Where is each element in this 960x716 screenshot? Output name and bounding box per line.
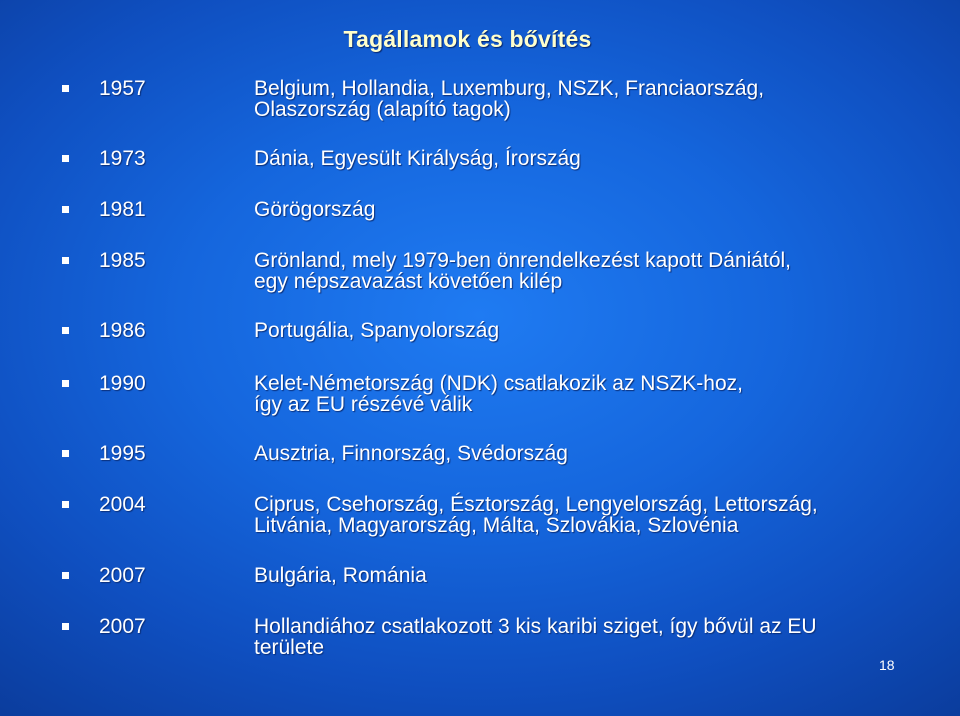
- list-item-text: Ausztria, Finnország, Svédország: [254, 442, 568, 465]
- list-item-text: Dánia, Egyesült Királyság, Írország: [254, 147, 581, 170]
- list-item-year: 2007: [99, 615, 146, 638]
- list-item-text: Hollandiához csatlakozott 3 kis karibi sziget, így bővül az EU területe: [254, 615, 817, 659]
- list-item-year: 2007: [99, 564, 146, 587]
- list-item-year: 1981: [99, 198, 146, 221]
- list-item-text: Grönland, mely 1979-ben önrendelkezést kapott Dániától, egy népszavazást követően kilép: [254, 249, 791, 293]
- list-item-text: Görögország: [254, 198, 376, 221]
- page-number: 18: [879, 657, 895, 673]
- square-bullet-icon: [62, 155, 69, 162]
- square-bullet-icon: [62, 450, 69, 457]
- square-bullet-icon: [62, 85, 69, 92]
- square-bullet-icon: [62, 623, 69, 630]
- square-bullet-icon: [62, 206, 69, 213]
- square-bullet-icon: [62, 327, 69, 334]
- list-item-text: Kelet-Németország (NDK) csatlakozik az NSZK-hoz, így az EU részévé válik: [254, 372, 743, 416]
- list-item-year: 1985: [99, 249, 146, 272]
- square-bullet-icon: [62, 257, 69, 264]
- slide-title: Tagállamok és bővítés: [343, 26, 592, 52]
- list-item-text: Portugália, Spanyolország: [254, 319, 500, 342]
- list-item-year: 1973: [99, 147, 146, 170]
- list-item-year: 2004: [99, 493, 146, 516]
- list-item-year: 1957: [99, 77, 146, 100]
- list-item-text: Belgium, Hollandia, Luxemburg, NSZK, Franciaország, Olaszország (alapító tagok): [254, 77, 765, 121]
- list-item-text: Bulgária, Románia: [254, 564, 427, 587]
- square-bullet-icon: [62, 572, 69, 579]
- list-item-year: 1986: [99, 319, 146, 342]
- square-bullet-icon: [62, 501, 69, 508]
- list-item-text: Ciprus, Csehország, Észtország, Lengyelország, Lettország, Litvánia, Magyarország, Málta, Szlovákia, Szlovénia: [254, 493, 818, 537]
- square-bullet-icon: [62, 380, 69, 387]
- list-item-year: 1990: [99, 372, 146, 395]
- list-item-year: 1995: [99, 442, 146, 465]
